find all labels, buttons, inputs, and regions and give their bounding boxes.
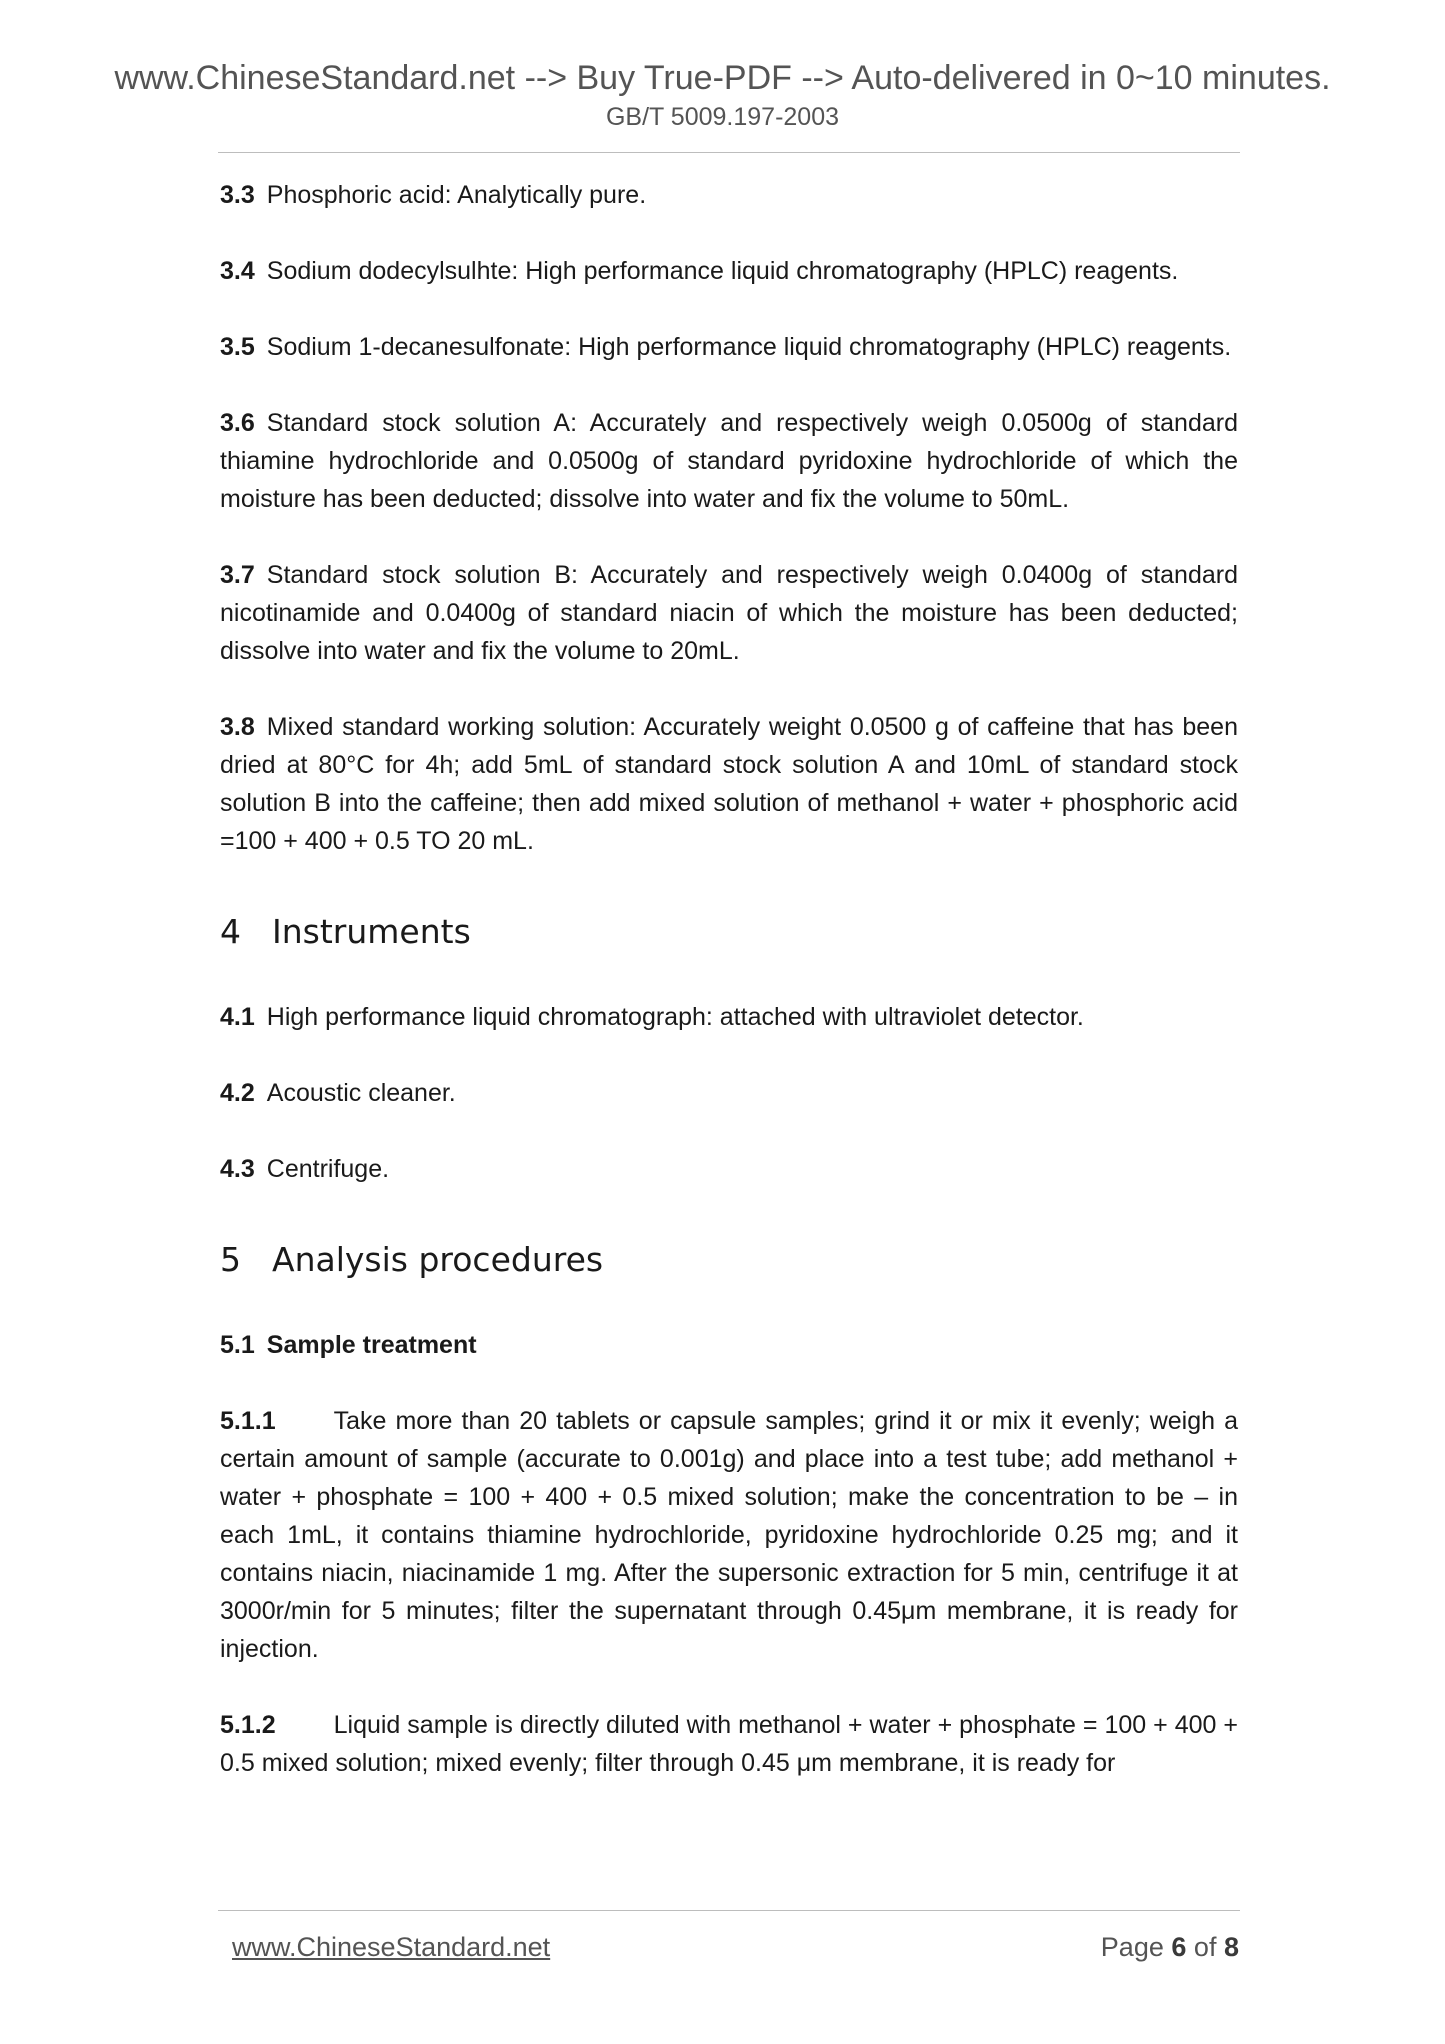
subsection-5-1 [220, 1326, 1238, 1364]
clause-text: Phosphoric acid: Analytically pure. [266, 181, 647, 209]
page-prefix: Page [1100, 1932, 1164, 1962]
document-body [220, 176, 1238, 1782]
clause-text: Take more than 20 tablets or capsule samples; grind it or mix it evenly; weigh a certain amount of sample (accurate to 0.001g) and place into a test tube; add methanol + water + phosphate = 100 + 400 + 0.5 mixed solution; make the concentration to be – in each 1mL, it contains thiamine hydrochloride, pyridoxine hydrochloride 0.25 mg; and it contains niacin, niacinamide 1 mg. After the supersonic extraction for 5 min, centrifuge it at 3000r/min for 5 minutes; filter the supernatant through 0.45μm membrane, it is ready for injection. [220, 1407, 1238, 1663]
clause-text: High performance liquid chromatograph: attached with ultraviolet detector. [266, 1003, 1084, 1031]
clause-4-1 [220, 998, 1238, 1036]
clause-4-2 [220, 1074, 1238, 1112]
section-title: Analysis procedures [272, 1240, 604, 1279]
section-title: Instruments [272, 912, 471, 951]
subsection-number: 5.1 [220, 1331, 255, 1359]
section-heading-analysis-procedures [220, 1238, 1238, 1282]
standard-code: GB/T 5009.197-2003 [605, 103, 840, 131]
clause-number: 4.1 [220, 1003, 255, 1031]
section-number: 5 [220, 1240, 241, 1279]
clause-5-1-2 [220, 1706, 1238, 1782]
clause-number: 5.1.2 [220, 1711, 276, 1739]
clause-number: 3.6 [220, 409, 255, 437]
clause-3-7 [220, 556, 1238, 670]
subsection-title: Sample treatment [266, 1331, 477, 1359]
current-page: 6 [1171, 1932, 1187, 1962]
clause-number: 5.1.1 [220, 1407, 276, 1435]
total-pages: 8 [1223, 1932, 1239, 1962]
clause-text: Liquid sample is directly diluted with methanol + water + phosphate = 100 + 400 + 0.5 mixed solution; mixed evenly; filter through 0.45 μm membrane, it is ready for [220, 1711, 1238, 1777]
clause-5-1-1 [220, 1402, 1238, 1668]
clause-text: Acoustic cleaner. [266, 1079, 456, 1107]
clause-3-4 [220, 252, 1238, 290]
section-number: 4 [220, 912, 241, 951]
clause-text: Standard stock solution B: Accurately and respectively weigh 0.0400g of standard nicotinamide and 0.0400g of standard niacin of which the moisture has been deducted; dissolve into water and fix the volume to 20mL. [220, 561, 1238, 665]
clause-number: 3.3 [220, 181, 255, 209]
clause-number: 3.4 [220, 257, 255, 285]
header-divider [218, 152, 1240, 153]
clause-number: 3.5 [220, 333, 255, 361]
page-separator: of [1193, 1932, 1217, 1962]
clause-text: Centrifuge. [266, 1155, 390, 1183]
clause-number: 4.2 [220, 1079, 255, 1107]
footer-divider [218, 1910, 1240, 1911]
page-indicator [1101, 1930, 1239, 1964]
clause-3-6 [220, 404, 1238, 518]
header-banner: www.ChineseStandard.net --> Buy True-PDF --> Auto-delivered in 0~10 minutes. [114, 59, 1331, 97]
clause-text: Sodium 1-decanesulfonate: High performance liquid chromatography (HPLC) reagents. [266, 333, 1232, 361]
clause-3-5 [220, 328, 1238, 366]
clause-text: Standard stock solution A: Accurately and respectively weigh 0.0500g of standard thiamine hydrochloride and 0.0500g of standard pyridoxine hydrochloride of which the moisture has been deducted; dissolve into water and fix the volume to 50mL. [220, 409, 1238, 513]
clause-number: 3.7 [220, 561, 255, 589]
footer-site-link[interactable]: www.ChineseStandard.net [232, 1932, 551, 1962]
clause-number: 3.8 [220, 713, 255, 741]
clause-text: Mixed standard working solution: Accurately weight 0.0500 g of caffeine that has been dried at 80°C for 4h; add 5mL of standard stock solution A and 10mL of standard stock solution B into the caffeine; then add mixed solution of methanol + water + phosphoric acid =100 + 400 + 0.5 TO 20 mL. [220, 713, 1238, 855]
clause-text: Sodium dodecylsulhte: High performance liquid chromatography (HPLC) reagents. [266, 257, 1179, 285]
clause-number: 4.3 [220, 1155, 255, 1183]
section-heading-instruments [220, 910, 1238, 954]
clause-4-3 [220, 1150, 1238, 1188]
clause-3-8 [220, 708, 1238, 860]
clause-3-3 [220, 176, 1238, 214]
